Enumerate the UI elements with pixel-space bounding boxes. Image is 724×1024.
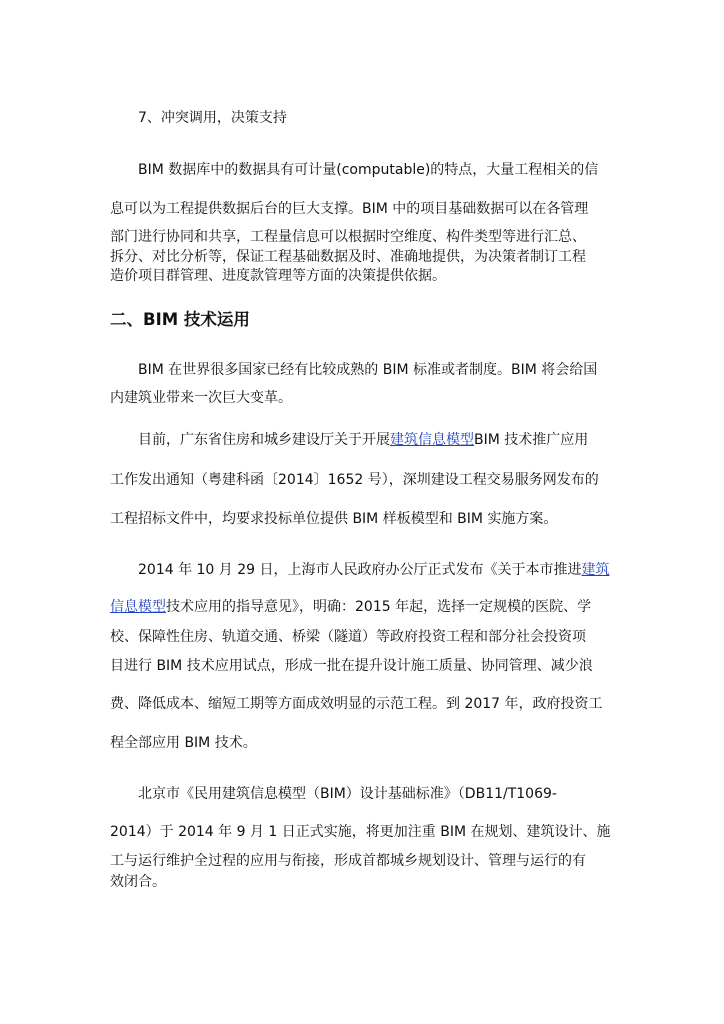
paragraph-line: 费、降低成本、缩短工期等方面成效明显的示范工程。到 2017 年，政府投资工	[110, 696, 603, 712]
paragraph-line: 效闭合。	[110, 874, 166, 890]
text-segment: BIM 技术推广应用	[474, 432, 589, 448]
paragraph-line	[138, 430, 588, 450]
text-segment: 2014 年 10 月 29 日，上海市人民政府办公厅正式发布《关于本市推进	[138, 562, 582, 578]
paragraph-line	[138, 560, 610, 580]
paragraph-line: 工与运行维护全过程的应用与衔接，形成首都城乡规划设计、管理与运行的有	[110, 853, 586, 869]
paragraph-line: BIM 数据库中的数据具有可计量(computable)的特点，大量工程相关的信	[138, 162, 599, 178]
paragraph-line: 拆分、对比分析等，保证工程基础数据及时、准确地提供，为决策者制订工程	[110, 249, 586, 265]
link-information-model-part[interactable]: 信息模型	[110, 599, 166, 615]
paragraph-line: BIM 在世界很多国家已经有比较成熟的 BIM 标准或者制度。BIM 将会给国	[138, 362, 598, 378]
text-segment: 技术应用的指导意见》，明确：2015 年起，选择一定规模的医院、学	[166, 599, 592, 615]
paragraph-line: 程全部应用 BIM 技术。	[110, 735, 257, 751]
link-building-information-model[interactable]: 建筑信息模型	[390, 432, 474, 448]
paragraph-line: 造价项目群管理、进度款管理等方面的决策提供依据。	[110, 268, 446, 284]
paragraph-line: 工程招标文件中，均要求投标单位提供 BIM 样板模型和 BIM 实施方案。	[110, 511, 558, 527]
paragraph-line: 息可以为工程提供数据后台的巨大支撑。BIM 中的项目基础数据可以在各管理	[110, 201, 589, 217]
paragraph-line: 部门进行协同和共享，工程量信息可以根据时空维度、构件类型等进行汇总、	[110, 229, 586, 245]
paragraph-line: 2014）于 2014 年 9 月 1 日正式实施，将更加注重 BIM 在规划、建筑设计、施	[110, 824, 611, 840]
text-segment: 目前，广东省住房和城乡建设厅关于开展	[138, 432, 390, 448]
section-7-title: 7、冲突调用，决策支持	[138, 110, 287, 126]
paragraph-line: 北京市《民用建筑信息模型（BIM）设计基础标准》（DB11/T1069-	[138, 786, 557, 802]
paragraph-line: 校、保障性住房、轨道交通、桥梁（隧道）等政府投资工程和部分社会投资项	[110, 629, 586, 645]
paragraph-line: 目进行 BIM 技术应用试点，形成一批在提升设计施工质量、协同管理、减少浪	[110, 658, 593, 674]
paragraph-line: 内建筑业带来一次巨大变革。	[110, 390, 292, 406]
paragraph-line: 工作发出通知（粤建科函〔2014〕1652 号），深圳建设工程交易服务网发布的	[110, 472, 599, 488]
section-2-heading: 二、BIM 技术运用	[110, 310, 250, 329]
link-building-part[interactable]: 建筑	[581, 562, 610, 578]
paragraph-line	[110, 597, 591, 617]
